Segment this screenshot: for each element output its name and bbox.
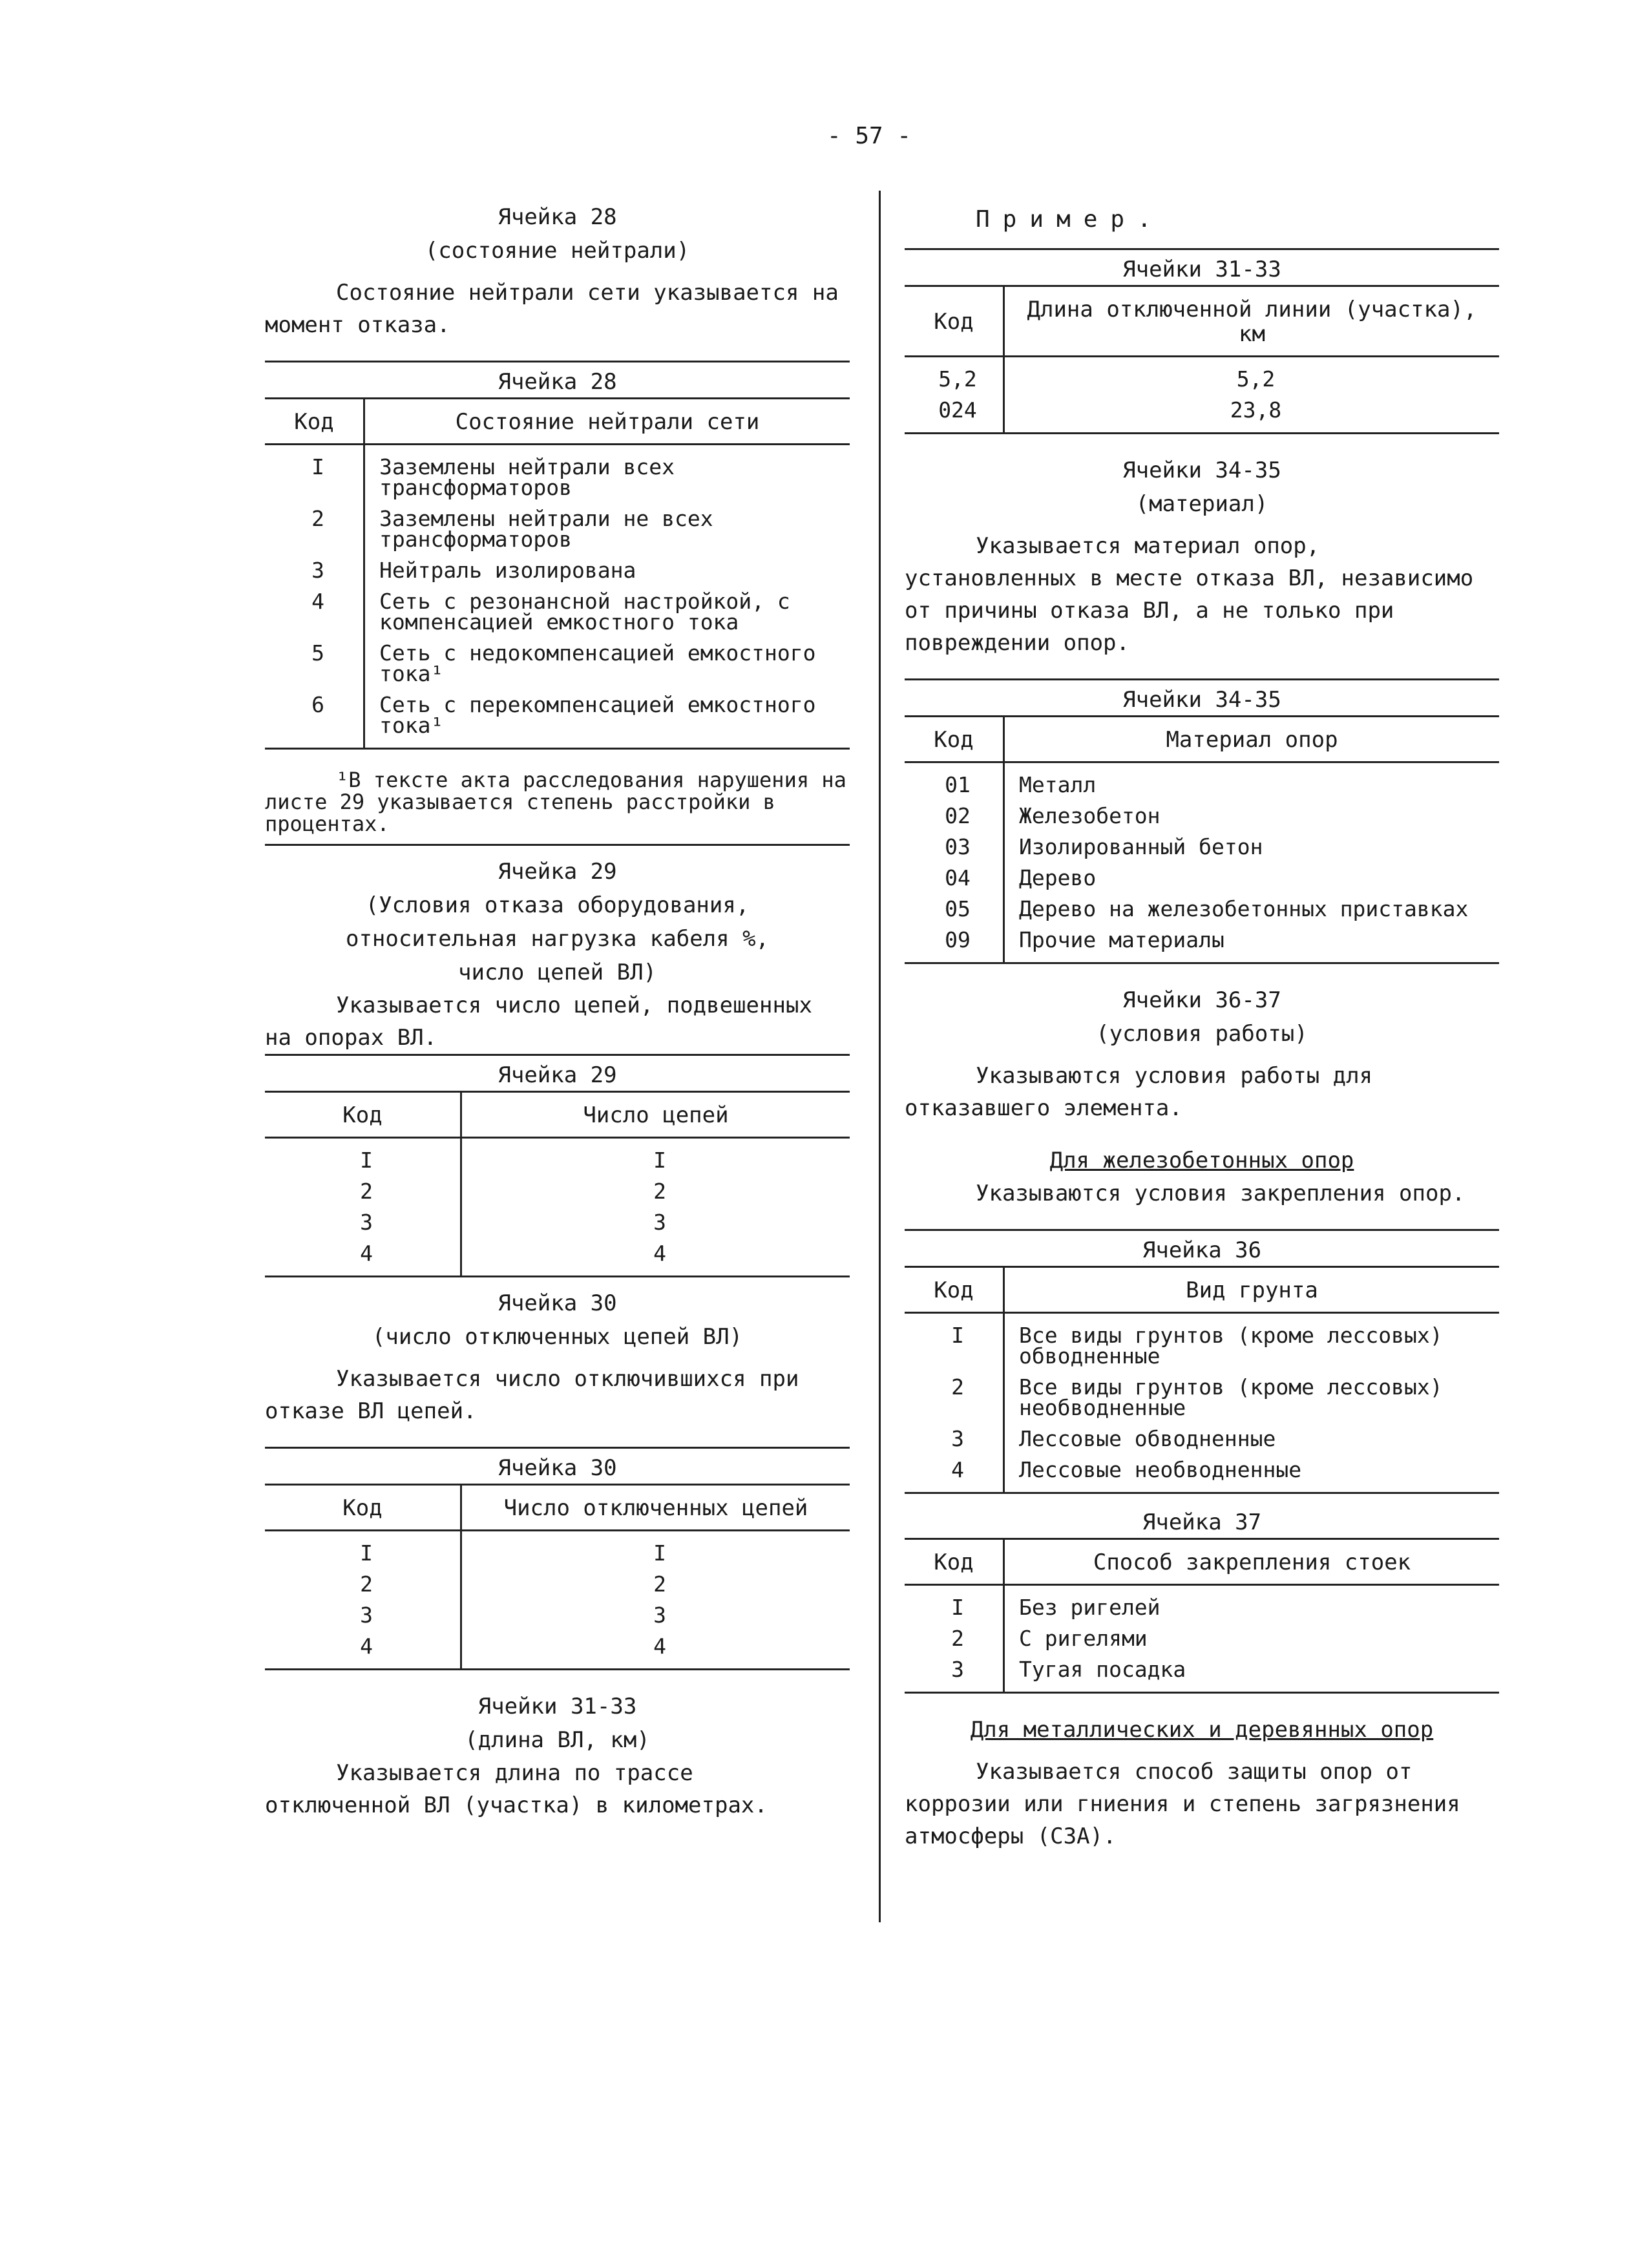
cell34-text: Указывается материал опор, установленных в месте отказа ВЛ, независимо от причины отказа ВЛ, а не только при повреждении опор. <box>905 533 1474 656</box>
table-row: 04 Дерево <box>905 863 1499 894</box>
table-caption: Ячейка 30 <box>265 1448 850 1485</box>
cell37-table <box>905 1503 1499 1694</box>
column-header-code: Код <box>265 399 364 445</box>
table-row: 09 Прочие материалы <box>905 925 1499 963</box>
cell30-title: Ячейка 30 <box>498 1290 617 1316</box>
cell29-subtitle: (Условия отказа оборудования, <box>365 892 750 918</box>
table-row: 4 4 <box>265 1238 850 1277</box>
table-row: 3 Нейтраль изолирована <box>265 555 850 586</box>
section-heading-metal-wood: Для металлических и деревянных опор <box>970 1717 1434 1743</box>
column-header-code: Код <box>265 1485 461 1531</box>
cell28-subtitle: (состояние нейтрали) <box>425 238 690 264</box>
table-row: 2 Все виды грунтов (кроме лессовых) необводненные <box>905 1372 1499 1423</box>
table-row: 024 23,8 <box>905 395 1499 434</box>
table-row: 3 3 <box>265 1600 850 1631</box>
cell36-subtitle: (условия работы) <box>1096 1021 1308 1047</box>
table-row: 3 Лессовые обводненные <box>905 1423 1499 1454</box>
table-row: 5 Сеть с недокомпенсацией емкостного тока¹ <box>265 638 850 689</box>
table-row: 2 Заземлены нейтрали не всех трансформаторов <box>265 503 850 555</box>
column-header-desc: Длина отключенной линии (участка), км <box>1004 286 1500 357</box>
table-row: 3 3 <box>265 1207 850 1238</box>
column-header-desc: Число отключенных цепей <box>461 1485 850 1531</box>
cell36-text3: Указывается способ защиты опор от коррозии или гниения и степень загрязнения атмосферы (СЗА). <box>905 1759 1460 1849</box>
cell36-title: Ячейки 36-37 <box>1122 987 1281 1013</box>
cell30-subtitle: (число отключенных цепей ВЛ) <box>372 1324 743 1350</box>
cell29-text: Указывается число цепей, подвешенных на опорах ВЛ. <box>265 992 812 1051</box>
column-header-desc: Материал опор <box>1004 717 1500 762</box>
column-header-code: Код <box>905 286 1004 357</box>
column-header-code: Код <box>905 1267 1004 1313</box>
cell29-subtitle: число цепей ВЛ) <box>457 960 657 985</box>
column-header-code: Код <box>265 1092 461 1138</box>
table-caption: Ячейка 36 <box>905 1230 1499 1267</box>
cell31-subtitle: (длина ВЛ, км) <box>465 1727 650 1753</box>
column-header-desc: Способ закрепления стоек <box>1004 1539 1500 1585</box>
table-row: I Без ригелей <box>905 1585 1499 1624</box>
cell28-title: Ячейка 28 <box>498 204 617 230</box>
cell28-table <box>265 361 850 750</box>
table-row: 4 4 <box>265 1631 850 1670</box>
cell30-table <box>265 1447 850 1670</box>
table-row: 01 Металл <box>905 762 1499 801</box>
table-caption: Ячейки 31-33 <box>905 249 1499 286</box>
table-row: 5,2 5,2 <box>905 357 1499 395</box>
table-row: 6 Сеть с перекомпенсацией емкостного тока¹ <box>265 689 850 749</box>
column-separator <box>879 191 881 1922</box>
cell36-text2: Указываются условия закрепления опор. <box>976 1181 1465 1206</box>
table-row: I I <box>265 1138 850 1177</box>
table-row: I I <box>265 1531 850 1570</box>
table-caption: Ячейка 37 <box>1142 1509 1262 1535</box>
table-row: 4 Сеть с резонансной настройкой, с компенсацией емкостного тока <box>265 586 850 638</box>
table-row: 4 Лессовые необводненные <box>905 1454 1499 1493</box>
section-heading-concrete: Для железобетонных опор <box>1049 1148 1354 1173</box>
cell30-text: Указывается число отключившихся при отказе ВЛ цепей. <box>265 1366 799 1424</box>
cell31-example-table <box>905 248 1499 434</box>
cell29-table <box>265 1054 850 1277</box>
table-row: 05 Дерево на железобетонных приставках <box>905 894 1499 925</box>
table-row: 3 Тугая посадка <box>905 1654 1499 1693</box>
table-row: 2 С ригелями <box>905 1623 1499 1654</box>
table-caption: Ячейка 28 <box>265 362 850 399</box>
table-row: 02 Железобетон <box>905 801 1499 832</box>
example-label: Пример. <box>976 206 1164 233</box>
table-row: I Все виды грунтов (кроме лессовых) обводненные <box>905 1313 1499 1372</box>
column-header-code: Код <box>905 1539 1004 1585</box>
cell29-title: Ячейка 29 <box>498 859 617 885</box>
cell28-text: Состояние нейтрали сети указывается на момент отказа. <box>265 280 839 338</box>
cell31-title: Ячейки 31-33 <box>478 1694 637 1719</box>
table-row: 2 2 <box>265 1569 850 1600</box>
cell34-title: Ячейки 34-35 <box>1122 457 1281 483</box>
table-row: 03 Изолированный бетон <box>905 832 1499 863</box>
cell29-subtitle: относительная нагрузка кабеля %, <box>345 926 770 952</box>
column-header-code: Код <box>905 717 1004 762</box>
cell36-text: Указываются условия работы для отказавшего элемента. <box>905 1063 1373 1121</box>
footnote: ¹В тексте акта расследования нарушения на листе 29 указывается степень расстройки в процентах. <box>265 768 846 836</box>
cell36-table <box>905 1229 1499 1494</box>
table-row: 2 2 <box>265 1176 850 1207</box>
table-row: I Заземлены нейтрали всех трансформаторов <box>265 445 850 504</box>
cell34-subtitle: (материал) <box>1135 491 1268 517</box>
page-number: - 57 - <box>827 123 912 149</box>
cell34-table <box>905 678 1499 964</box>
table-caption: Ячейки 34-35 <box>905 680 1499 717</box>
column-header-desc: Число цепей <box>461 1092 850 1138</box>
left-column <box>265 200 850 1822</box>
column-header-desc: Вид грунта <box>1004 1267 1500 1313</box>
right-column <box>905 200 1499 1853</box>
table-caption: Ячейка 29 <box>265 1055 850 1092</box>
cell31-text: Указывается длина по трассе отключенной ВЛ (участка) в километрах. <box>265 1760 768 1818</box>
column-header-desc: Состояние нейтрали сети <box>364 399 850 445</box>
